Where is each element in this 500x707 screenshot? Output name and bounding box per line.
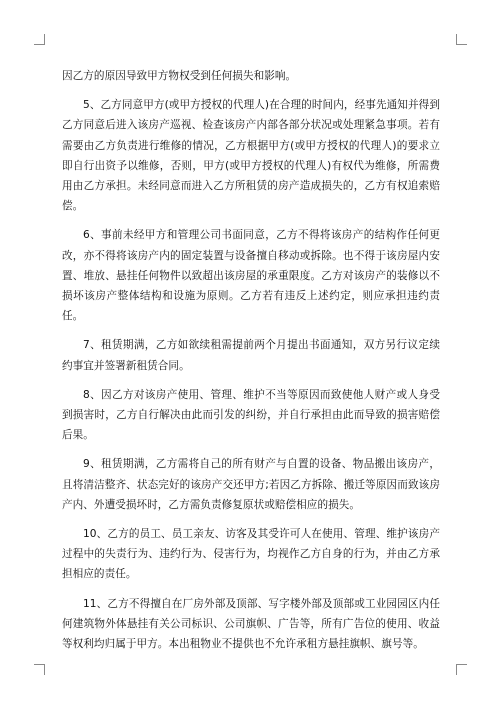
crop-mark-bottom-left <box>34 664 45 675</box>
paragraph-clause-11: 11、乙方不得擅自在厂房外部及顶部、写字楼外部及顶部或工业园园区内任何建筑物外体悬挂有关公司标识、公司旗帜、广告等，所有广告位的使用、收益等权利均归属于甲方。本出租物业不提供也不允许承租方悬挂旗帜、旗号等。 <box>62 597 440 651</box>
crop-mark-top-left <box>34 34 45 45</box>
crop-mark-bottom-right <box>456 664 467 675</box>
paragraph-clause-9: 9、租赁期满，乙方需将自己的所有财产与自置的设备、物品搬出该房产，且将清洁整齐、状态完好的该房产交还甲方;若因乙方拆除、搬迁等原因而致该房产内、外遭受损坏时，乙方需负责修复原状或赔偿相应的损失。 <box>62 458 440 511</box>
paragraph-continuation: 因乙方的原因导致甲方物权受到任何损失和影响。 <box>62 70 297 82</box>
paragraph-clause-10: 10、乙方的员工、员工亲友、访客及其受许可人在使用、管理、维护该房产过程中的失责行为、违约行为、侵害行为，均视作乙方自身的行为，并由乙方承担相应的责任。 <box>62 528 440 581</box>
document-body <box>62 66 440 663</box>
paragraph-clause-5: 5、乙方同意甲方(或甲方授权的代理人)在合理的时间内，经事先通知并得到乙方同意后进入该房产巡视、检查该房产内部各部分状况或处理紧急事项。若有需要由乙方负责进行维修的情况，乙方根据甲方(或甲方授权的代理人)的要求立即自行出资予以维修，否则，甲方(或甲方授权的代理人)有权代为维修，所需费用由乙方承担。未经同意而进入乙方所租赁的房产造成损失的，乙方有权追索赔偿。 <box>62 99 440 213</box>
paragraph-clause-7: 7、租赁期满，乙方如欲续租需提前两个月提出书面通知，双方另行议定续约事宜并签署新租赁合同。 <box>62 339 440 372</box>
paragraph-clause-8: 8、因乙方对该房产使用、管理、维护不当等原因而致使他人财产或人身受到损害时，乙方自行解决由此而引发的纠纷，并自行承担由此而导致的损害赔偿后果。 <box>62 388 440 442</box>
crop-mark-top-right <box>456 34 467 45</box>
paragraph-clause-6: 6、事前未经甲方和管理公司书面同意，乙方不得将该房产的结构作任何更改，亦不得将该房产内的固定装置与设备擅自移动或拆除。也不得于该房屋内安置、堆放、悬挂任何物件以致超出该房屋的承重限度。乙方对该房产的装修以不损坏该房产整体结构和设施为原则。乙方若有违反上述约定，则应承担违约责任。 <box>62 229 440 323</box>
